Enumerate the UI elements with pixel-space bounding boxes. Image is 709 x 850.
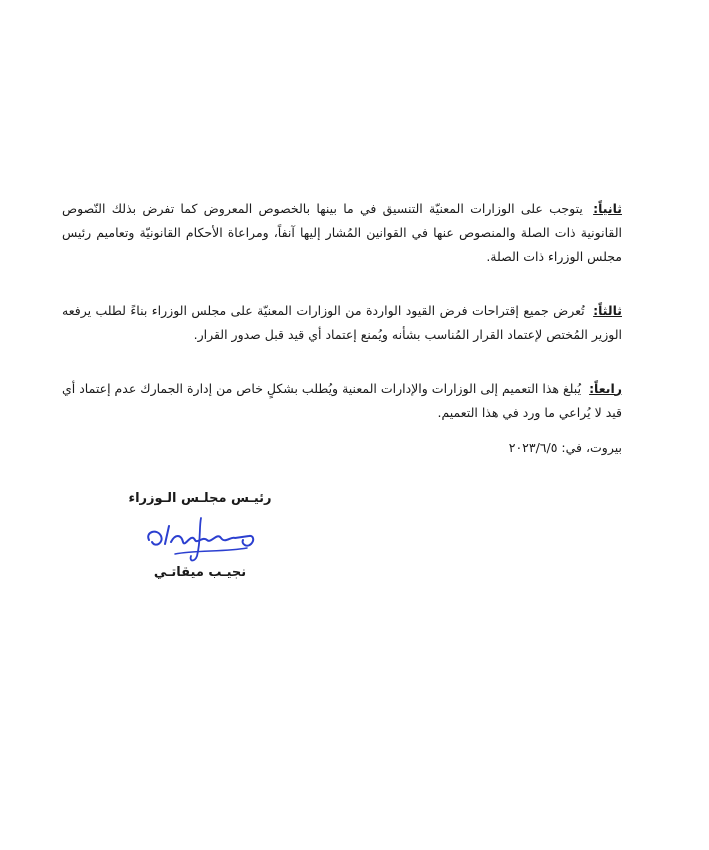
clause-label: ثانياً: <box>593 200 622 216</box>
dateline: بيروت، في: ٢٠٢٣/٦/٥ <box>508 440 622 455</box>
signature-scribble-icon <box>135 510 265 566</box>
clause-text: يتوجب على الوزارات المعنيّة التنسيق في ما بينها بالخصوص المعروض كما تفرض بذلك النّصوص القانونية ذات الصلة والمنصوص عنها في القوانين المُشار إليها آنفاً، ومراعاة الأحكام القانونيّة وتعاميم رئيس مجلس الوزراء ذات الصلة. <box>62 200 622 264</box>
clause-third <box>62 299 622 347</box>
signature-block <box>120 488 280 584</box>
clause-text: تُعرض جميع إقتراحات فرض القيود الواردة من الوزارات المعنيّة على مجلس الوزراء بناءً لطلب يرفعه الوزير المُختص لإعتماد القرار المُناسب بشأنه ويُمنع إعتماد أي قيد قبل صدور القرار. <box>62 302 622 342</box>
clause-fourth <box>62 377 622 425</box>
clause-label: ثالثاً: <box>593 302 622 318</box>
clause-text: يُبلغ هذا التعميم إلى الوزارات والإدارات المعنية ويُطلب بشكلٍ خاص من إدارة الجمارك عدم إعتماد أي قيد لا يُراعي ما ورد في هذا التعميم. <box>62 380 622 420</box>
signatory-name: نجيـب ميقاتـي <box>153 565 247 580</box>
clause-second <box>62 197 622 269</box>
clause-label: رابعاً: <box>589 380 622 396</box>
signatory-title: رئيـس مجلـس الـوزراء <box>128 491 272 506</box>
